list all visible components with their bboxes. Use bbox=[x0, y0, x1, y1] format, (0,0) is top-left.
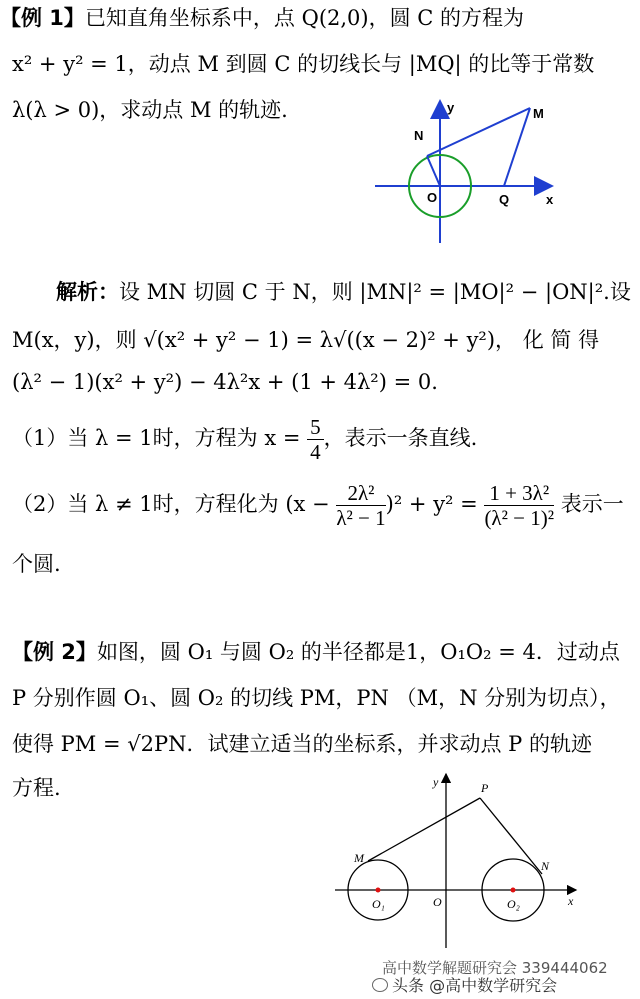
case1-den: 4 bbox=[310, 440, 321, 464]
ex2-line-4: 方程. bbox=[12, 776, 61, 800]
ex1-line-1 bbox=[0, 4, 524, 32]
center-o1 bbox=[376, 888, 381, 893]
figure-1 bbox=[370, 98, 570, 248]
segment-mn bbox=[427, 108, 530, 156]
sol1-case-2-cont: 个圆. bbox=[12, 552, 61, 576]
ex2-line-1 bbox=[12, 638, 620, 666]
segment-on bbox=[427, 156, 440, 186]
segment-mq bbox=[504, 108, 530, 186]
fig2-label-o2: O₂ bbox=[507, 897, 520, 911]
sol1-line-1 bbox=[56, 278, 631, 306]
watermark-faint: 高中数学解题研究会 339444062 bbox=[382, 959, 608, 977]
fig2-label-y: y bbox=[433, 775, 439, 789]
fig1-label-x: x bbox=[546, 192, 554, 207]
watermark-main bbox=[372, 973, 557, 996]
segment-pm bbox=[368, 798, 480, 861]
ex2-line-2: P 分别作圆 O₁、圆 O₂ 的切线 PM，PN （M，N 分别为切点）， bbox=[12, 686, 621, 710]
case2-post: 表示一 bbox=[554, 492, 624, 516]
case2-den1: λ² − 1 bbox=[336, 506, 386, 530]
fig1-label-o: O bbox=[427, 190, 438, 205]
fig1-label-m: M bbox=[533, 106, 544, 121]
fig1-label-y: y bbox=[447, 100, 455, 115]
segment-pn bbox=[480, 798, 542, 874]
case2-mid: )² + y² = bbox=[385, 492, 485, 516]
watermark-text: 头条 @高中数学研究会 bbox=[392, 976, 558, 995]
sol1-case-1 bbox=[12, 412, 477, 464]
fig2-label-o1: O₁ bbox=[372, 897, 385, 911]
case2-num2: 1 + 3λ² bbox=[484, 481, 554, 506]
ex2-tag: 【例 2】 bbox=[12, 640, 97, 664]
case2-fraction-2 bbox=[484, 481, 554, 530]
fig1-label-q: Q bbox=[499, 192, 510, 207]
sol1-tag: 解析： bbox=[56, 280, 119, 304]
sol1-line-2: M(x，y)，则 √(x² + y² − 1) = λ√((x − 2)² + y²)， 化 简 得 bbox=[12, 328, 600, 352]
case1-num: 5 bbox=[307, 415, 324, 440]
fig1-label-n: N bbox=[414, 128, 424, 143]
sol1-text-1: 设 MN 切圆 C 于 N，则 |MN|² = |MO|² − |ON|².设 bbox=[119, 280, 631, 304]
case1-pre: （1）当 λ = 1时，方程为 x = bbox=[12, 426, 308, 450]
case1-fraction bbox=[307, 415, 324, 464]
fig2-label-x: x bbox=[568, 894, 574, 908]
fig2-label-p: P bbox=[481, 781, 489, 795]
case2-fraction-1 bbox=[336, 481, 385, 530]
center-o2 bbox=[511, 888, 516, 893]
ex1-text-1: 已知直角坐标系中，点 Q(2,0)，圆 C 的方程为 bbox=[84, 6, 525, 30]
sol1-case-2 bbox=[12, 476, 624, 532]
ex1-tag: 【例 1】 bbox=[0, 6, 85, 30]
wechat-icon bbox=[372, 978, 388, 992]
fig2-label-n: N bbox=[541, 859, 550, 873]
ex2-text-1: 如图，圆 O₁ 与圆 O₂ 的半径都是1，O₁O₂ = 4．过动点 bbox=[96, 640, 620, 664]
case2-pre: （2）当 λ ≠ 1时，方程化为 (x − bbox=[12, 492, 337, 516]
case1-post: ，表示一条直线. bbox=[323, 426, 478, 450]
fig2-label-m: M bbox=[354, 851, 364, 865]
figure-2 bbox=[330, 770, 590, 950]
ex1-line-3: λ(λ > 0)，求动点 M 的轨迹. bbox=[12, 98, 288, 122]
fig2-label-o: O bbox=[433, 895, 442, 909]
ex2-line-3: 使得 PM = √2PN．试建立适当的坐标系，并求动点 P 的轨迹 bbox=[12, 732, 592, 756]
case2-num1: 2λ² bbox=[336, 481, 385, 506]
sol1-line-3: (λ² − 1)(x² + y²) − 4λ²x + (1 + 4λ²) = 0. bbox=[12, 370, 438, 394]
case2-den2: (λ² − 1)² bbox=[484, 506, 555, 530]
ex1-line-2: x² + y² = 1，动点 M 到圆 C 的切线长与 |MQ| 的比等于常数 bbox=[12, 52, 595, 76]
